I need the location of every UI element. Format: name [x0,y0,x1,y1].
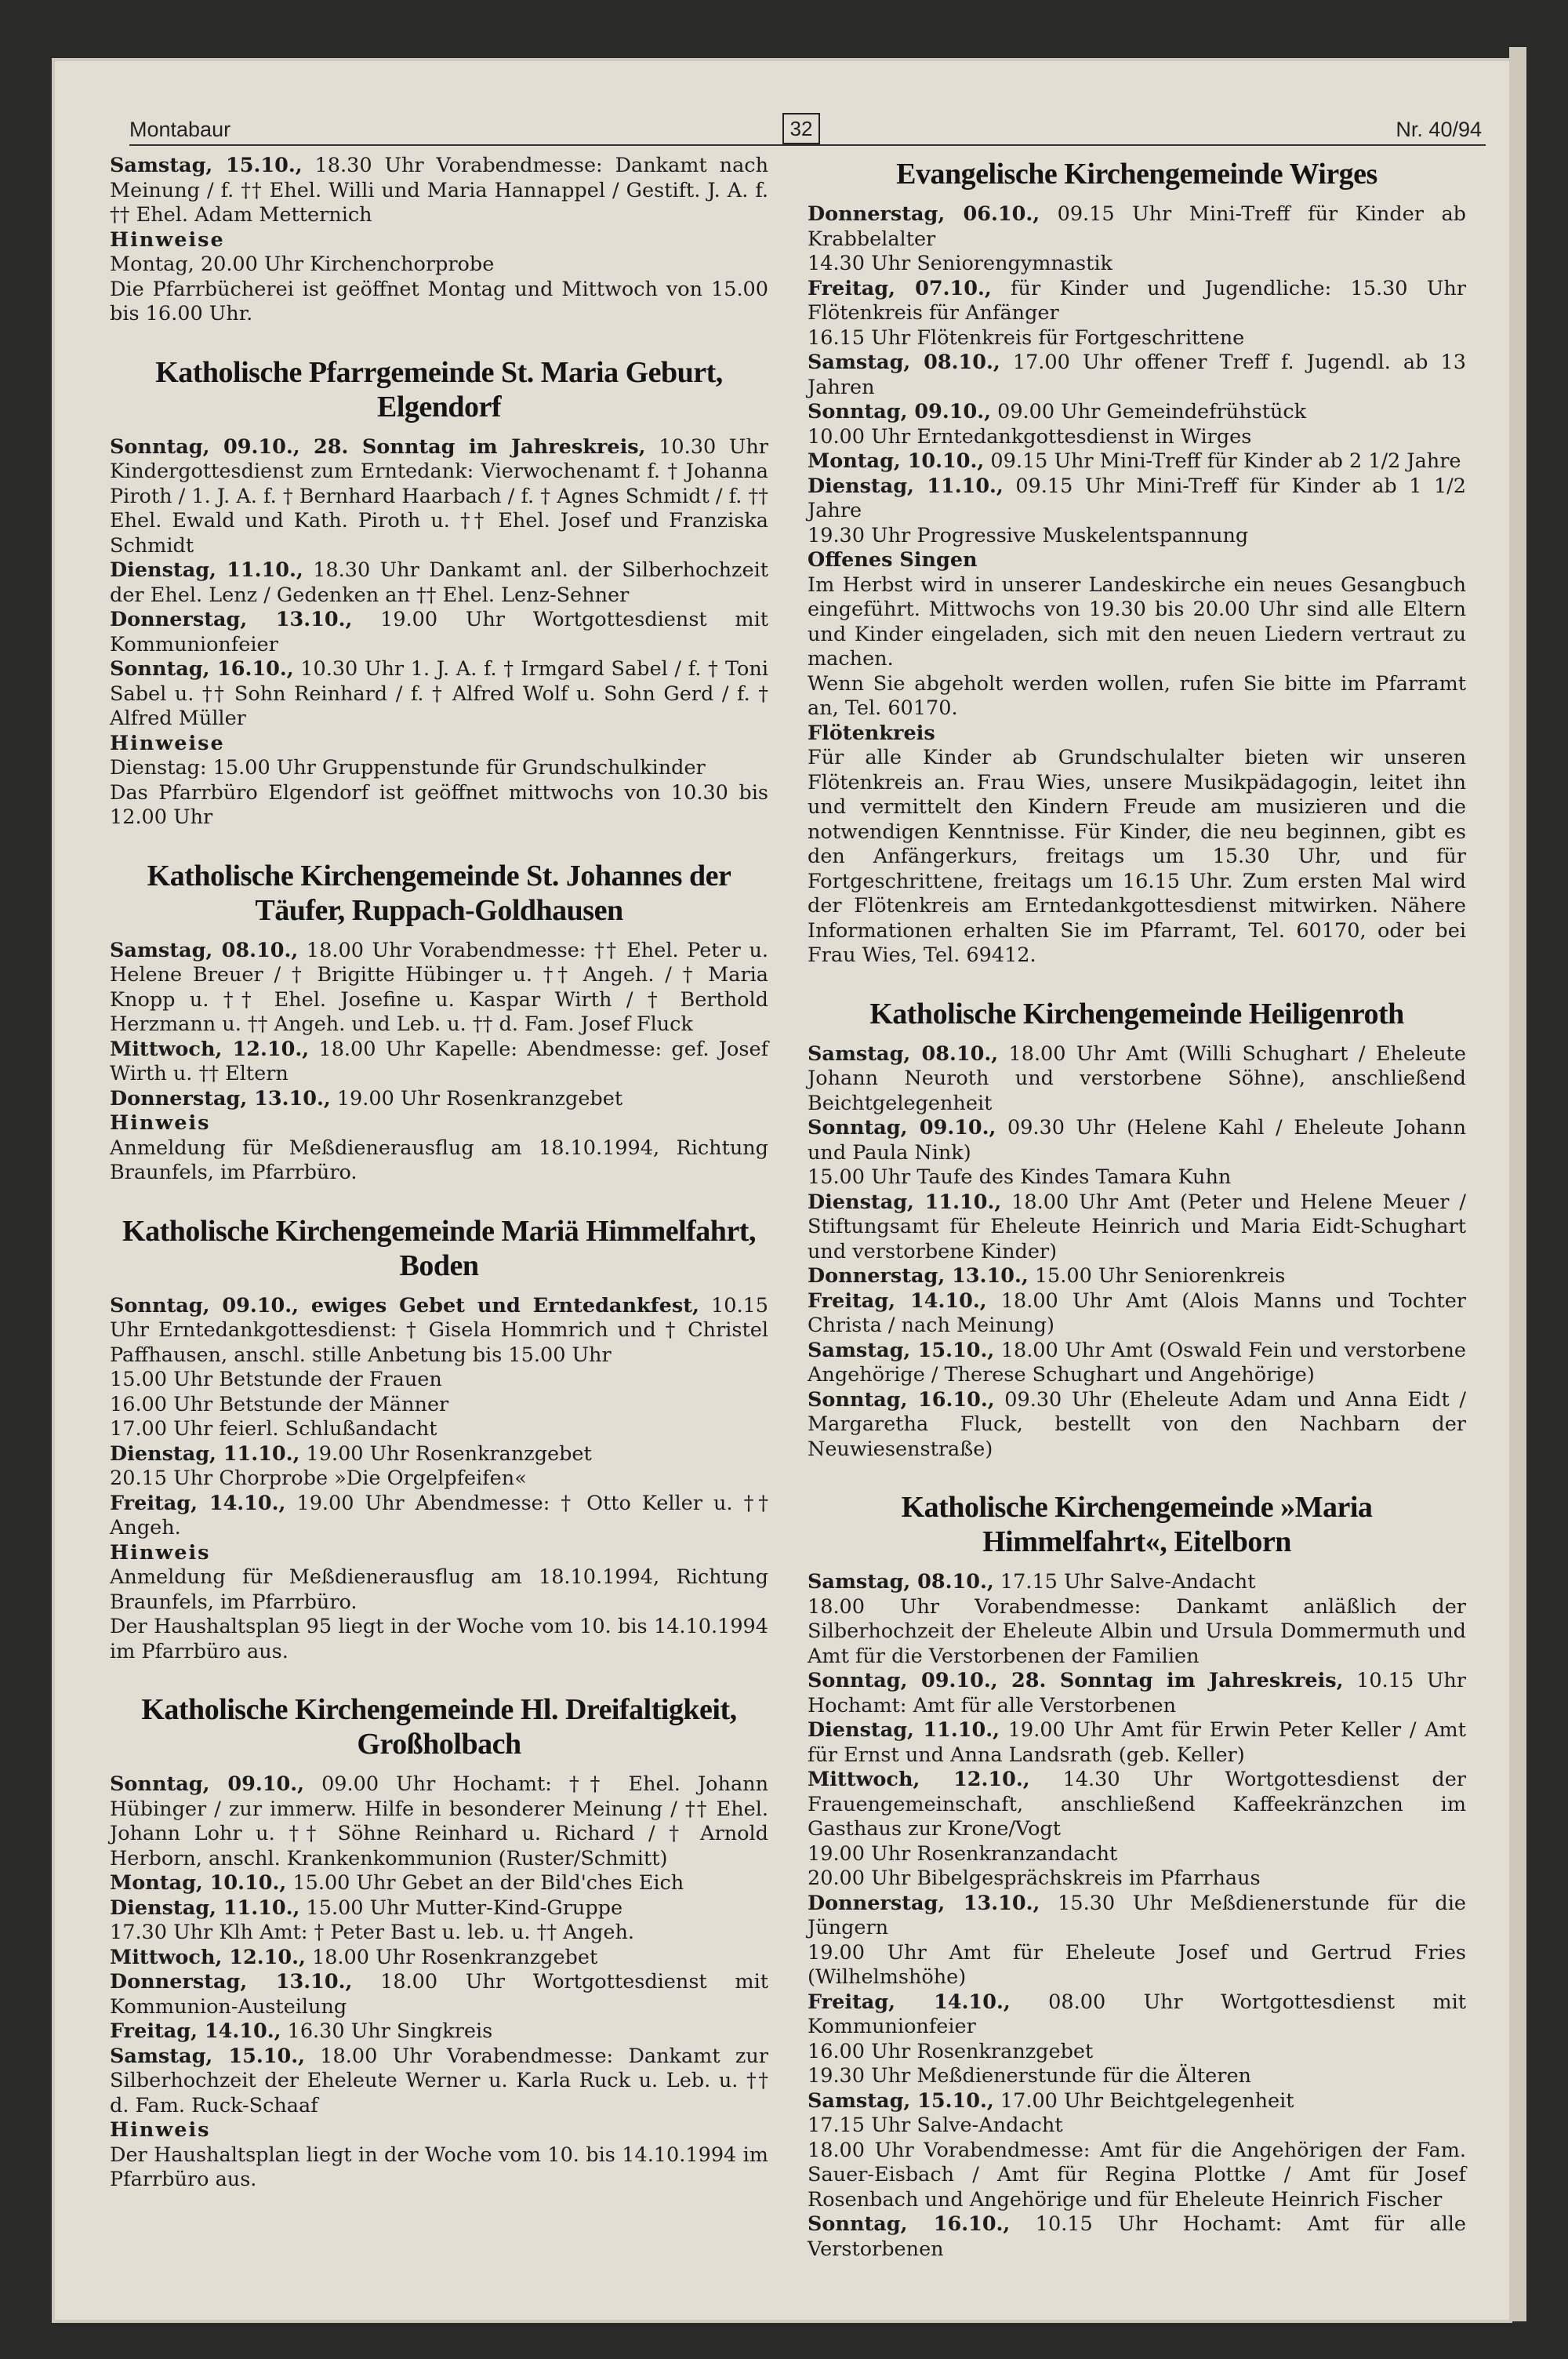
page-number: 32 [782,113,820,144]
text-line: Dienstag: 15.00 Uhr Gruppenstunde für Grundschulkinder [110,756,706,780]
text-line: Der Haushaltsplan liegt in der Woche vom 10. bis 14.10.1994 im Pfarrbüro aus. [110,2143,768,2191]
schedule-entry [808,1264,1466,1289]
entry-date: Sonntag, 16.10., [808,1387,995,1412]
hint-heading: Hinweis [110,1111,211,1135]
text-line: 14.30 Uhr Seniorengymnastik [808,252,1112,275]
entry-date: Donnerstag, 13.10., [808,1264,1029,1288]
text-line: Anmeldung für Meßdienerausflug am 18.10.1994, Richtung Braunfels, im Pfarrbüro. [110,1565,768,1614]
entry-text: 09.15 Uhr Mini-Treff für Kinder ab 2 1/2 Jahre [984,449,1461,473]
entry-date: Dienstag, 11.10., [808,1718,1000,1742]
text-line: 15.00 Uhr Betstunde der Frauen [110,1368,442,1391]
text-line: 16.15 Uhr Flötenkreis für Fortgeschrittene [808,325,1245,350]
section-heading: Katholische Pfarrgemeinde St. Maria Geburt, Elgendorf [155,355,723,423]
entry-text: 10.30 Uhr Kindergottesdienst zum Erntedank: Vierwochenamt f. † Johanna Piroth / 1. J. A. f. † Bernhard Haarbach / f. † Agnes Schmidt / f. †† Ehel. Ewald und Kath. Piroth u. †† Ehel. Josef und Franziska Schmidt [110,434,768,558]
entry-text: 19.00 Uhr Rosenkranzgebet [299,1441,592,1466]
schedule-entry [808,1339,1466,1388]
entry-text: 09.15 Uhr Mini-Treff für Kinder ab Krabbelalter [808,202,1466,251]
text-line: 19.30 Uhr Meßdienerstunde für die Älteren [808,2064,1251,2088]
entry-text: 09.00 Uhr Gemeindefrühstück [991,400,1307,423]
schedule-entry [110,558,768,608]
entry-date: Samstag, 15.10., [808,1338,995,1362]
entry-date: Samstag, 08.10., [808,1041,999,1066]
schedule-entry [110,1442,768,1467]
schedule-entry [110,657,768,732]
entry-date: Sonntag, 09.10., [808,1116,996,1140]
entry-date: Samstag, 15.10., [110,2044,305,2068]
schedule-entry [808,1892,1466,1941]
entry-text: 19.00 Uhr Abendmesse: † Otto Keller u. †† Angeh. [110,1491,769,1539]
left-column [110,154,768,2193]
entry-date: Mittwoch, 12.10., [110,1037,310,1061]
entry-date: Dienstag, 11.10., [808,1190,1002,1214]
entry-date: Montag, 10.10., [808,449,985,473]
schedule-entry [110,1038,768,1087]
schedule-entry [808,277,1466,326]
schedule-entry [808,202,1466,252]
entry-date: Sonntag, 16.10., [110,657,294,681]
text-line: Montag, 20.00 Uhr Kirchenchorprobe [110,253,495,276]
schedule-entry [808,1570,1466,1595]
entry-date: Samstag, 08.10., [110,938,299,962]
schedule-entry [110,1970,768,2019]
entry-text: 09.00 Uhr Hochamt: †† Ehel. Johann Hübinger / zur immerw. Hilfe in besonderer Meinung / †† Ehel. Johann Lohr u. †† Söhne Reinhard u. Richard / † Arnold Herborn, anschl. Krankenkommunion (Ruster/Schmitt) [110,1772,768,1870]
subheading: Offenes Singen [808,548,978,572]
entry-text: 18.00 Uhr Amt (Alois Manns und Tochter Christa / nach Meinung) [808,1289,1466,1337]
entry-date: Dienstag, 11.10., [110,1441,300,1466]
schedule-entry [808,1116,1466,1165]
hint-heading: Hinweis [110,2118,211,2142]
subheading: Flötenkreis [808,721,935,745]
section-heading: Katholische Kirchengemeinde »Maria Himmelfahrt«, Eitelborn [901,1491,1373,1558]
entry-date: Samstag, 15.10., [808,2088,994,2113]
entry-text: 16.30 Uhr Singkreis [281,2019,493,2043]
entry-text: 08.00 Uhr Wortgottesdienst mit Kommunionfeier [808,1990,1466,2038]
schedule-entry [110,154,768,228]
entry-date: Sonntag, 09.10., [110,1772,304,1796]
entry-text: 15.00 Uhr Gebet an der Bild'ches Eich [286,1871,684,1895]
schedule-entry [808,1388,1466,1463]
entry-date: Freitag, 07.10., [808,276,992,300]
text-line: 20.00 Uhr Bibelgesprächskreis im Pfarrhaus [808,1866,1261,1890]
entry-text: 18.00 Uhr Wortgottesdienst mit Kommunion-Austeilung [110,1970,768,2019]
schedule-entry [808,1042,1466,1117]
entry-text: 09.30 Uhr (Eheleute Adam und Anna Eidt / Margaretha Fluck, bestellt von den Nachbarn der Neuwiesenstraße) [808,1387,1466,1461]
entry-text: 18.00 Uhr Amt (Peter und Helene Meuer / Stiftungsamt für Eheleute Heinrich und Maria Eidt-Schughart und verstorbene Kinder) [808,1190,1466,1263]
schedule-entry [808,1190,1466,1265]
entry-date: Mittwoch, 12.10., [110,1945,306,1969]
hint-heading: Hinweise [110,731,225,755]
text-line: Wenn Sie abgeholt werden wollen, rufen Sie bitte im Pfarramt an, Tel. 60170. [808,671,1466,720]
entry-text: 09.15 Uhr Mini-Treff für Kinder ab 1 1/2 Jahre [808,474,1466,522]
entry-date: Donnerstag, 13.10., [110,608,353,631]
entry-text: 18.30 Uhr Vorabendmesse: Dankamt nach Meinung / f. †† Ehel. Willi und Maria Hannappel / Gestift. J. A. f. †† Ehel. Adam Metternich [110,154,768,227]
text-line: Für alle Kinder ab Grundschulalter bieten wir unseren Flötenkreis an. Frau Wies, unsere Musikpädagogin, leitet ihn und vermittelt den Kindern Freude am musizieren und die notwendigen Kenntnisse. Für Kinder, die neu beginnen, gibt es den Anfängerkurs, freitags um 15.30 Uhr, und für Fortgeschrittene, freitags um 16.15 Uhr. Zum ersten Mal wird der Flötenkreis am Erntedankgottesdienst mitwirken. Nähere Informationen erhalten Sie im Pfarramt, Tel. 60170, oder bei Frau Wies, Tel. 69412. [808,746,1466,967]
entry-date: Sonntag, 09.10., [808,400,991,423]
text-line: Der Haushaltsplan 95 liegt in der Woche vom 10. bis 14.10.1994 im Pfarrbüro aus. [110,1615,768,1663]
text-line: 16.00 Uhr Rosenkranzgebet [808,2039,1094,2063]
text-line: Im Herbst wird in unserer Landeskirche ein neues Gesangbuch eingeführt. Mittwochs von 19.30 bis 20.00 Uhr sind alle Eltern und Kinder eingeladen, sich mit den neuen Liedern vertraut zu machen. [808,572,1466,671]
entry-text: 17.15 Uhr Salve-Andacht [993,1570,1256,1594]
entry-text: 09.30 Uhr (Helene Kahl / Eheleute Johann und Paula Nink) [808,1116,1466,1165]
text-line: 18.00 Uhr Vorabendmesse: Dankamt anläßlich der Silberhochzeit der Eheleute Albin und Ursula Dommermuth und Amt für die Verstorbenen der Familien [808,1594,1466,1668]
entry-text: 18.00 Uhr Kapelle: Abendmesse: gef. Josef Wirth u. †† Eltern [110,1037,769,1085]
schedule-entry [808,1289,1466,1339]
text-line: 17.15 Uhr Salve-Andacht [808,2114,1063,2137]
entry-date: Sonntag, 16.10., [808,2212,1011,2236]
entry-text: 18.30 Uhr Dankamt anl. der Silberhochzeit der Ehel. Lenz / Gedenken an †† Ehel. Lenz-Sehner [110,558,768,607]
entry-text: 18.00 Uhr Amt (Oswald Fein und verstorbene Angehörige / Therese Schughart und Angehörige) [808,1338,1466,1387]
text-line: 19.30 Uhr Progressive Muskelentspannung [808,523,1249,547]
entry-text: 10.15 Uhr Hochamt: Amt für alle Verstorbenen [808,2212,1466,2261]
entry-date: Dienstag, 11.10., [110,558,303,582]
entry-text: 15.00 Uhr Mutter-Kind-Gruppe [299,1896,623,1920]
entry-date: Sonntag, 09.10., 28. Sonntag im Jahreskreis, [110,434,646,459]
entry-text: 15.00 Uhr Seniorenkreis [1028,1264,1286,1288]
schedule-entry [110,2045,768,2119]
hint-heading: Hinweis [110,1540,211,1565]
entry-text: für Kinder und Jugendliche: 15.30 Uhr Flötenkreis für Anfänger [808,276,1466,325]
schedule-entry [110,435,768,559]
schedule-entry [808,1990,1466,2040]
entry-text: 18.00 Uhr Amt (Willi Schughart / Eheleute Johann Neuroth und verstorbene Söhne), anschließend Beichtgelegenheit [808,1041,1466,1115]
schedule-entry [110,939,768,1038]
entry-date: Sonntag, 09.10., 28. Sonntag im Jahreskreis, [808,1669,1344,1692]
entry-date: Freitag, 14.10., [808,1289,987,1313]
section-heading: Katholische Kirchengemeinde Heiligenroth [869,997,1404,1030]
schedule-entry [808,1669,1466,1718]
text-line: 19.00 Uhr Amt für Eheleute Josef und Gertrud Fries (Wilhelmshöhe) [808,1940,1466,1989]
text-line: 19.00 Uhr Rosenkranzandacht [808,1841,1118,1866]
entry-text: 17.00 Uhr offener Treff f. Jugendl. ab 13 Jahren [808,351,1466,399]
entry-text: 17.00 Uhr Beichtgelegenheit [993,2088,1294,2113]
entry-date: Freitag, 14.10., [808,1990,1011,2014]
header-issue: Nr. 40/94 [1396,118,1482,141]
schedule-entry [808,1768,1466,1842]
text-line: Das Pfarrbüro Elgendorf ist geöffnet mittwochs von 10.30 bis 12.00 Uhr [110,780,768,829]
page-edge [1509,47,1526,2321]
text-line: 18.00 Uhr Vorabendmesse: Amt für die Angehörigen der Fam. Sauer-Eisbach / Amt für Regina Plottke / Amt für Josef Rosenbach und Angehörige und für Eheleute Heinrich Fischer [808,2138,1466,2212]
entry-date: Dienstag, 11.10., [808,474,1004,498]
section-heading: Katholische Kirchengemeinde Mariä Himmelfahrt, Boden [122,1214,756,1282]
entry-text: 14.30 Uhr Wortgottesdienst der Frauengemeinschaft, anschließend Kaffeekränzchen im Gasthaus zur Krone/Vogt [808,1768,1466,1841]
entry-text: 18.00 Uhr Rosenkranzgebet [305,1945,598,1969]
header-town: Montabaur [129,118,231,141]
schedule-entry [808,351,1466,400]
schedule-entry [110,1492,768,1541]
entry-text: 10.30 Uhr 1. J. A. f. † Irmgard Sabel / f. † Toni Sabel u. †† Sohn Reinhard / f. † Alfred Wolf u. Sohn Gerd / f. † Alfred Müller [110,657,768,730]
entry-date: Freitag, 14.10., [110,1491,286,1515]
schedule-entry [110,1896,768,1921]
section-heading: Katholische Kirchengemeinde St. Johannes der Täufer, Ruppach-Goldhausen [147,859,731,927]
schedule-entry [808,449,1466,474]
entry-text: 18.00 Uhr Vorabendmesse: Dankamt zur Silberhochzeit der Eheleute Werner u. Karla Ruck u. Leb. u. †† d. Fam. Ruck-Schaaf [110,2044,768,2117]
schedule-entry [110,1087,768,1112]
header-rule [129,144,1486,146]
schedule-entry [110,1946,768,1971]
schedule-entry [110,608,768,657]
entry-date: Mittwoch, 12.10., [808,1768,1030,1791]
entry-date: Donnerstag, 13.10., [110,1086,331,1110]
schedule-entry [808,1718,1466,1768]
right-column [808,154,1466,2262]
entry-date: Donnerstag, 13.10., [808,1891,1040,1915]
text-line: Anmeldung für Meßdienerausflug am 18.10.1994, Richtung Braunfels, im Pfarrbüro. [110,1136,768,1184]
section-heading: Katholische Kirchengemeinde Hl. Dreifaltigkeit, Großholbach [141,1693,737,1761]
entry-date: Samstag, 08.10., [808,1570,994,1594]
entry-text: 19.00 Uhr Rosenkranzgebet [330,1086,623,1110]
text-line: 20.15 Uhr Chorprobe »Die Orgelpfeifen« [110,1467,527,1490]
entry-date: Dienstag, 11.10., [110,1896,300,1920]
text-line: 16.00 Uhr Betstunde der Männer [110,1392,449,1416]
text-line: 15.00 Uhr Taufe des Kindes Tamara Kuhn [808,1165,1232,1189]
schedule-entry [110,1294,768,1369]
hint-heading: Hinweise [110,227,225,252]
entry-text: 18.00 Uhr Vorabendmesse: †† Ehel. Peter u. Helene Breuer / † Brigitte Hübinger u. †† Angeh. / † Maria Knopp u. †† Ehel. Josefine u. Kaspar Wirth / † Berthold Herzmann u. †† Angeh. und Leb. u. †† d. Fam. Josef Fluck [110,938,768,1036]
entry-text: 10.15 Uhr Erntedankgottesdienst: † Gisela Hommrich und † Christel Paffhausen, anschl. stille Anbetung bis 15.00 Uhr [110,1293,768,1367]
schedule-entry [808,474,1466,524]
entry-date: Donnerstag, 13.10., [110,1970,353,1994]
entry-date: Donnerstag, 06.10., [808,202,1040,226]
schedule-entry [110,2019,768,2045]
entry-date: Samstag, 08.10., [808,351,1000,374]
entry-text: 15.30 Uhr Meßdienerstunde für die Jüngern [808,1891,1466,1939]
schedule-entry [808,2089,1466,2114]
text-line: Die Pfarrbücherei ist geöffnet Montag und Mittwoch von 15.00 bis 16.00 Uhr. [110,277,768,325]
entry-text: 10.15 Uhr Hochamt: Amt für alle Verstorbenen [808,1669,1466,1717]
text-line: 10.00 Uhr Erntedankgottesdienst in Wirges [808,424,1252,449]
entry-date: Freitag, 14.10., [110,2019,281,2043]
text-line: 17.30 Uhr Klh Amt: † Peter Bast u. leb. u. †† Angeh. [110,1921,635,1944]
entry-date: Samstag, 15.10., [110,154,303,177]
page-header [78,118,1490,146]
entry-text: 19.00 Uhr Wortgottesdienst mit Kommunionfeier [110,608,768,656]
schedule-entry [808,2212,1466,2262]
entry-date: Sonntag, 09.10., ewiges Gebet und Erntedankfest, [110,1293,699,1318]
text-line: 17.00 Uhr feierl. Schlußandacht [110,1417,437,1441]
schedule-entry [110,1871,768,1896]
schedule-entry [110,1772,768,1871]
schedule-entry [808,400,1466,425]
entry-date: Montag, 10.10., [110,1871,287,1895]
section-heading: Evangelische Kirchengemeinde Wirges [896,158,1377,191]
entry-text: 19.00 Uhr Amt für Erwin Peter Keller / Amt für Ernst und Anna Landsrath (geb. Keller) [808,1718,1466,1767]
